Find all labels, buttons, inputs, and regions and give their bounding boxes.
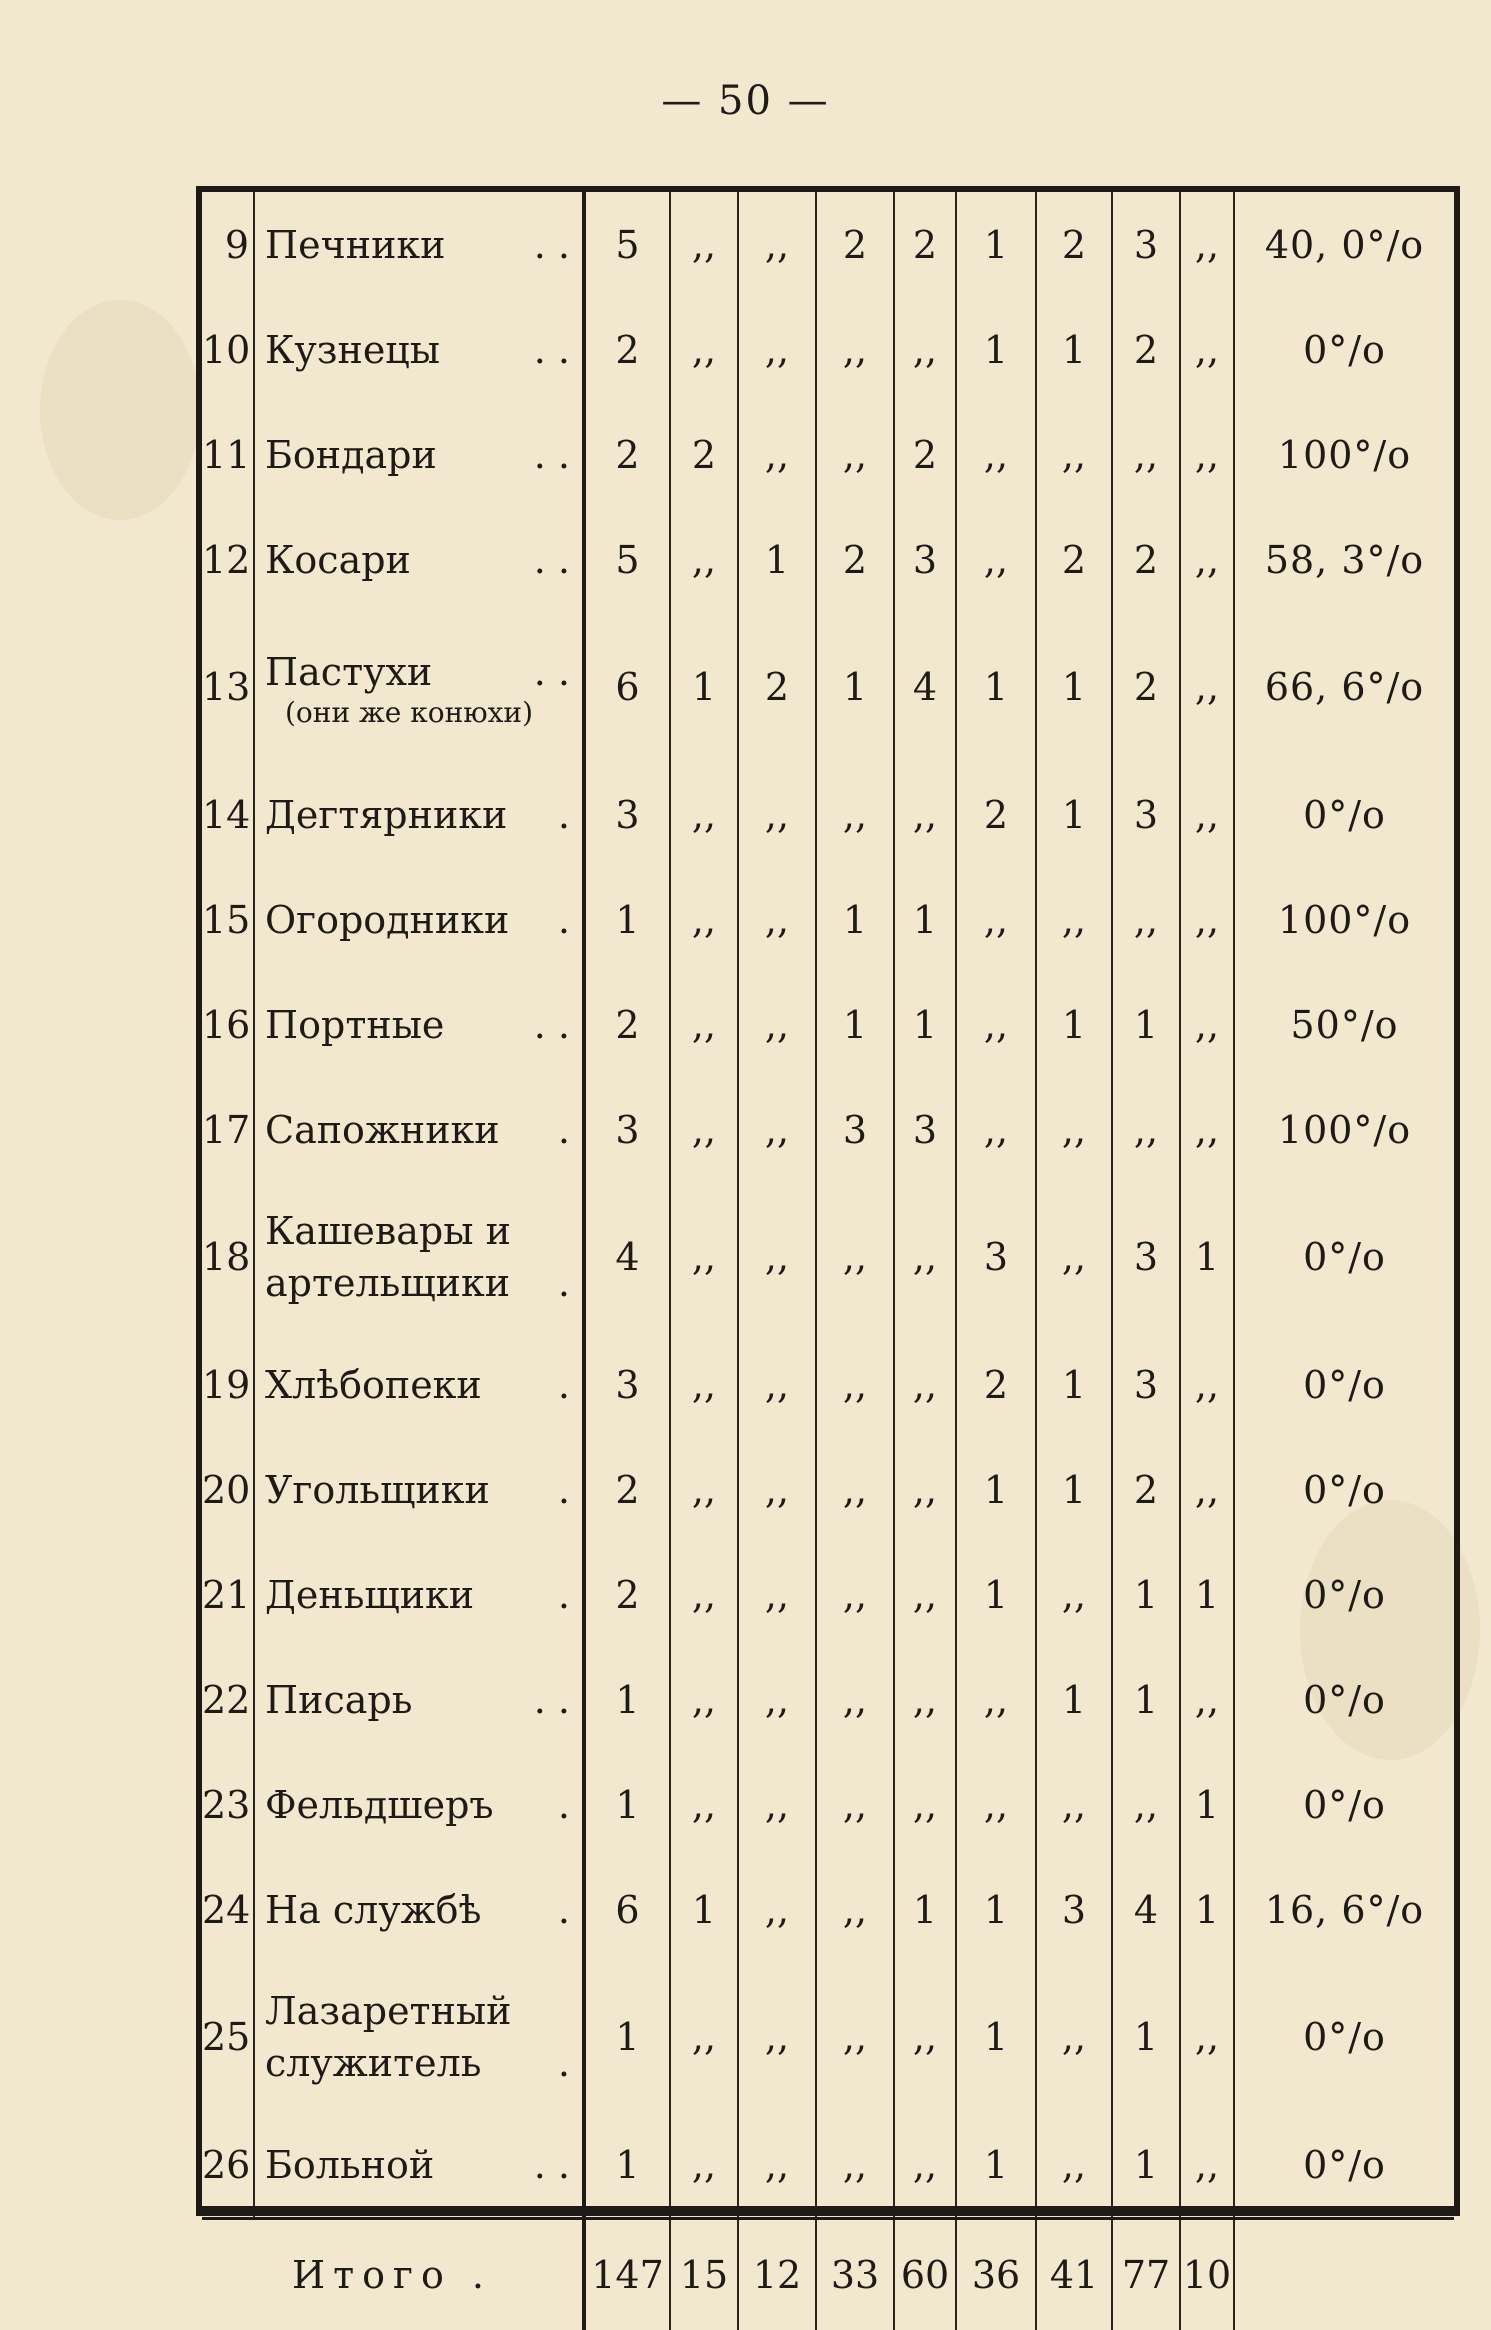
- table-row: [202, 867, 1454, 972]
- value-cell: ,,: [1180, 1437, 1234, 1542]
- value-cell: 1: [1112, 2112, 1180, 2219]
- value-cell: ,,: [816, 1962, 894, 2112]
- percent-cell: 0°/o: [1234, 297, 1454, 402]
- value-cell: 4: [894, 612, 956, 762]
- leader-dots: . .: [534, 324, 582, 376]
- occupation-cell: [254, 1542, 584, 1647]
- value-cell: ,,: [670, 1542, 738, 1647]
- row-number: 15: [202, 867, 254, 972]
- value-cell: ,,: [670, 192, 738, 297]
- page-number: — 50 —: [0, 78, 1491, 124]
- value-cell: 2: [816, 507, 894, 612]
- value-cell: 1: [584, 1647, 670, 1752]
- leader-dots: . .: [534, 534, 582, 586]
- value-cell: ,,: [670, 1182, 738, 1332]
- value-cell: 6: [584, 612, 670, 762]
- value-cell: 1: [956, 1542, 1036, 1647]
- occupation-cell: [254, 402, 584, 507]
- value-cell: ,,: [670, 867, 738, 972]
- leader-dots: . .: [534, 219, 582, 271]
- value-cell: 1: [956, 297, 1036, 402]
- value-cell: ,,: [670, 1077, 738, 1182]
- value-cell: 1: [1180, 1857, 1234, 1962]
- value-cell: ,,: [956, 402, 1036, 507]
- total-value-cell: 33: [816, 2219, 894, 2330]
- value-cell: ,,: [738, 2112, 816, 2219]
- value-cell: ,,: [738, 1437, 816, 1542]
- row-number: 22: [202, 1647, 254, 1752]
- value-cell: 2: [584, 402, 670, 507]
- percent-cell: 0°/o: [1234, 1542, 1454, 1647]
- value-cell: 1: [1112, 1542, 1180, 1647]
- value-cell: 2: [584, 1542, 670, 1647]
- table-row: [202, 1077, 1454, 1182]
- value-cell: ,,: [894, 1437, 956, 1542]
- value-cell: ,,: [738, 192, 816, 297]
- value-cell: ,,: [894, 1962, 956, 2112]
- value-cell: 1: [816, 612, 894, 762]
- value-cell: ,,: [738, 1647, 816, 1752]
- occupation-name: Фельдшеръ: [265, 1783, 494, 1827]
- occupation-name-continued: артельщики: [265, 1261, 510, 1305]
- value-cell: ,,: [894, 297, 956, 402]
- value-cell: 4: [584, 1182, 670, 1332]
- value-cell: 1: [894, 867, 956, 972]
- value-cell: 1: [956, 1857, 1036, 1962]
- table-bottom-rule: [196, 2206, 1460, 2216]
- occupation-name: Больной: [265, 2143, 434, 2187]
- occupation-name: Деньщики: [265, 1573, 474, 1617]
- value-cell: 1: [894, 972, 956, 1077]
- occupation-cell: [254, 1752, 584, 1857]
- value-cell: 1: [1180, 1752, 1234, 1857]
- row-number: 25: [202, 1962, 254, 2112]
- occupation-cell: [254, 1962, 584, 2112]
- value-cell: ,,: [738, 402, 816, 507]
- value-cell: ,,: [1180, 1962, 1234, 2112]
- value-cell: ,,: [1180, 867, 1234, 972]
- total-percent-empty: [1234, 2219, 1454, 2330]
- value-cell: ,,: [816, 1542, 894, 1647]
- value-cell: 1: [1036, 1332, 1112, 1437]
- table-row: [202, 1857, 1454, 1962]
- row-number: 9: [202, 192, 254, 297]
- table-row: [202, 1332, 1454, 1437]
- occupation-cell: [254, 1857, 584, 1962]
- value-cell: 3: [584, 1332, 670, 1437]
- value-cell: 2: [1036, 507, 1112, 612]
- value-cell: 2: [584, 297, 670, 402]
- value-cell: 2: [738, 612, 816, 762]
- value-cell: ,,: [670, 762, 738, 867]
- percent-cell: 40, 0°/o: [1234, 192, 1454, 297]
- value-cell: ,,: [1112, 402, 1180, 507]
- occupation-cell: [254, 1647, 584, 1752]
- percent-cell: 0°/o: [1234, 1182, 1454, 1332]
- occupation-name: Косари: [265, 538, 411, 582]
- value-cell: 3: [584, 762, 670, 867]
- value-cell: ,,: [738, 1962, 816, 2112]
- value-cell: ,,: [816, 1182, 894, 1332]
- value-cell: ,,: [816, 1752, 894, 1857]
- value-cell: 3: [956, 1182, 1036, 1332]
- value-cell: ,,: [670, 507, 738, 612]
- value-cell: ,,: [738, 1077, 816, 1182]
- row-number: 16: [202, 972, 254, 1077]
- occupation-cell: [254, 1332, 584, 1437]
- value-cell: ,,: [894, 1647, 956, 1752]
- value-cell: ,,: [1180, 192, 1234, 297]
- occupation-name: Печники: [265, 223, 445, 267]
- data-table: [202, 192, 1454, 2330]
- value-cell: ,,: [894, 1182, 956, 1332]
- occupation-cell: [254, 972, 584, 1077]
- value-cell: ,,: [1180, 507, 1234, 612]
- value-cell: 1: [584, 1752, 670, 1857]
- value-cell: 2: [956, 1332, 1036, 1437]
- value-cell: ,,: [670, 1962, 738, 2112]
- value-cell: ,,: [738, 867, 816, 972]
- value-cell: ,,: [816, 2112, 894, 2219]
- table-row: [202, 1752, 1454, 1857]
- percent-cell: 0°/o: [1234, 1332, 1454, 1437]
- table-row: [202, 1962, 1454, 2112]
- value-cell: 3: [894, 1077, 956, 1182]
- row-number: 23: [202, 1752, 254, 1857]
- leader-dots: .: [558, 1104, 582, 1156]
- value-cell: ,,: [1180, 402, 1234, 507]
- value-cell: 2: [1112, 297, 1180, 402]
- table-row: [202, 192, 1454, 297]
- occupation-name: Огородники: [265, 898, 509, 942]
- value-cell: ,,: [894, 1542, 956, 1647]
- percent-cell: 0°/o: [1234, 762, 1454, 867]
- percent-cell: 100°/o: [1234, 402, 1454, 507]
- value-cell: 1: [670, 1857, 738, 1962]
- row-number: 18: [202, 1182, 254, 1332]
- value-cell: ,,: [1036, 1182, 1112, 1332]
- value-cell: ,,: [894, 1332, 956, 1437]
- value-cell: ,,: [670, 972, 738, 1077]
- table-row: [202, 297, 1454, 402]
- value-cell: 2: [1112, 612, 1180, 762]
- value-cell: ,,: [738, 1752, 816, 1857]
- leader-dots: .: [558, 1464, 582, 1516]
- value-cell: ,,: [956, 1077, 1036, 1182]
- value-cell: 1: [670, 612, 738, 762]
- value-cell: ,,: [956, 972, 1036, 1077]
- leader-dots: .: [558, 1359, 582, 1411]
- value-cell: ,,: [1180, 297, 1234, 402]
- row-number: 26: [202, 2112, 254, 2219]
- value-cell: ,,: [1036, 402, 1112, 507]
- table-right-rule: [1454, 186, 1460, 2208]
- table-row: [202, 612, 1454, 762]
- value-cell: 2: [894, 192, 956, 297]
- value-cell: ,,: [1036, 867, 1112, 972]
- value-cell: 1: [816, 867, 894, 972]
- percent-cell: 100°/o: [1234, 1077, 1454, 1182]
- value-cell: ,,: [816, 1857, 894, 1962]
- value-cell: 1: [584, 1962, 670, 2112]
- table-row: [202, 1647, 1454, 1752]
- occupation-name: Сапожники: [265, 1108, 500, 1152]
- value-cell: ,,: [956, 1752, 1036, 1857]
- value-cell: 1: [1036, 972, 1112, 1077]
- value-cell: 1: [1036, 1437, 1112, 1542]
- value-cell: ,,: [670, 297, 738, 402]
- value-cell: 1: [956, 192, 1036, 297]
- row-number: 13: [202, 612, 254, 762]
- value-cell: ,,: [670, 1437, 738, 1542]
- value-cell: 1: [1112, 1962, 1180, 2112]
- value-cell: ,,: [1180, 972, 1234, 1077]
- table-row: [202, 1542, 1454, 1647]
- value-cell: 6: [584, 1857, 670, 1962]
- value-cell: 3: [894, 507, 956, 612]
- leader-dots: .: [558, 1257, 582, 1309]
- value-cell: ,,: [1036, 1077, 1112, 1182]
- occupation-name: Кашевары и: [265, 1209, 511, 1253]
- value-cell: 1: [956, 612, 1036, 762]
- value-cell: ,,: [1036, 2112, 1112, 2219]
- value-cell: ,,: [894, 1752, 956, 1857]
- value-cell: ,,: [1180, 612, 1234, 762]
- value-cell: ,,: [670, 1752, 738, 1857]
- value-cell: ,,: [816, 1647, 894, 1752]
- occupation-cell: [254, 1437, 584, 1542]
- value-cell: 2: [1036, 192, 1112, 297]
- occupation-name: Писарь: [265, 1678, 412, 1722]
- occupation-cell: [254, 612, 584, 762]
- value-cell: ,,: [956, 1647, 1036, 1752]
- value-cell: 2: [1112, 507, 1180, 612]
- value-cell: 2: [670, 402, 738, 507]
- value-cell: 2: [816, 192, 894, 297]
- value-cell: ,,: [1180, 1077, 1234, 1182]
- total-value-cell: 10: [1180, 2219, 1234, 2330]
- value-cell: ,,: [816, 402, 894, 507]
- value-cell: 1: [584, 867, 670, 972]
- value-cell: 3: [1036, 1857, 1112, 1962]
- value-cell: 4: [1112, 1857, 1180, 1962]
- leader-dots: .: [558, 1779, 582, 1831]
- row-number: 21: [202, 1542, 254, 1647]
- occupation-cell: [254, 1182, 584, 1332]
- value-cell: ,,: [738, 1542, 816, 1647]
- percent-cell: 16, 6°/o: [1234, 1857, 1454, 1962]
- value-cell: 3: [584, 1077, 670, 1182]
- value-cell: ,,: [1112, 1752, 1180, 1857]
- value-cell: ,,: [1036, 1542, 1112, 1647]
- percent-cell: 0°/o: [1234, 1437, 1454, 1542]
- totals-label: Итого .: [202, 2219, 584, 2330]
- occupation-name: Дегтярники: [265, 793, 507, 837]
- value-cell: ,,: [1112, 1077, 1180, 1182]
- table-row: [202, 402, 1454, 507]
- occupation-cell: [254, 1077, 584, 1182]
- value-cell: ,,: [816, 1332, 894, 1437]
- value-cell: ,,: [1112, 867, 1180, 972]
- value-cell: ,,: [738, 1182, 816, 1332]
- leader-dots: .: [558, 894, 582, 946]
- value-cell: ,,: [738, 297, 816, 402]
- total-value-cell: 147: [584, 2219, 670, 2330]
- value-cell: 1: [956, 2112, 1036, 2219]
- value-cell: ,,: [738, 762, 816, 867]
- value-cell: ,,: [1036, 1962, 1112, 2112]
- occupation-cell: [254, 192, 584, 297]
- value-cell: 1: [1036, 297, 1112, 402]
- occupation-name: Пастухи: [265, 650, 432, 694]
- table-row: [202, 1182, 1454, 1332]
- occupation-cell: [254, 507, 584, 612]
- value-cell: ,,: [670, 1647, 738, 1752]
- value-cell: 2: [956, 762, 1036, 867]
- value-cell: 5: [584, 192, 670, 297]
- percent-cell: 100°/o: [1234, 867, 1454, 972]
- table-row: [202, 972, 1454, 1077]
- table-row: [202, 507, 1454, 612]
- value-cell: 1: [1036, 612, 1112, 762]
- occupation-cell: [254, 297, 584, 402]
- value-cell: 3: [1112, 762, 1180, 867]
- occupation-name: Портные: [265, 1003, 444, 1047]
- total-value-cell: 77: [1112, 2219, 1180, 2330]
- table-row: [202, 762, 1454, 867]
- row-number: 24: [202, 1857, 254, 1962]
- value-cell: ,,: [1180, 762, 1234, 867]
- percent-cell: 66, 6°/o: [1234, 612, 1454, 762]
- value-cell: ,,: [1036, 1752, 1112, 1857]
- value-cell: 2: [584, 972, 670, 1077]
- paper-stain: [40, 300, 200, 520]
- leader-dots: .: [558, 2037, 582, 2089]
- percent-cell: 50°/o: [1234, 972, 1454, 1077]
- value-cell: 1: [1036, 1647, 1112, 1752]
- total-value-cell: 15: [670, 2219, 738, 2330]
- occupation-note: (они же конюхи): [265, 698, 582, 728]
- value-cell: ,,: [816, 762, 894, 867]
- occupation-name: Бондари: [265, 433, 437, 477]
- occupation-name-continued: служитель: [265, 2041, 481, 2085]
- occupation-cell: [254, 867, 584, 972]
- occupation-cell: [254, 762, 584, 867]
- total-value-cell: 36: [956, 2219, 1036, 2330]
- leader-dots: .: [558, 1569, 582, 1621]
- occupation-name: Лазаретный: [265, 1989, 511, 2033]
- row-number: 17: [202, 1077, 254, 1182]
- table-row: [202, 2112, 1454, 2219]
- value-cell: 5: [584, 507, 670, 612]
- value-cell: ,,: [1180, 1332, 1234, 1437]
- leader-dots: .: [558, 789, 582, 841]
- value-cell: ,,: [956, 867, 1036, 972]
- leader-dots: . .: [534, 646, 582, 698]
- value-cell: 1: [816, 972, 894, 1077]
- row-number: 14: [202, 762, 254, 867]
- value-cell: 1: [738, 507, 816, 612]
- leader-dots: .: [558, 1884, 582, 1936]
- value-cell: 1: [1112, 972, 1180, 1077]
- value-cell: 3: [816, 1077, 894, 1182]
- value-cell: 2: [1112, 1437, 1180, 1542]
- occupation-name: Угольщики: [265, 1468, 490, 1512]
- value-cell: 3: [1112, 1182, 1180, 1332]
- value-cell: ,,: [816, 297, 894, 402]
- leader-dots: . .: [534, 2139, 582, 2191]
- value-cell: 1: [1180, 1542, 1234, 1647]
- value-cell: ,,: [738, 1857, 816, 1962]
- total-value-cell: 60: [894, 2219, 956, 2330]
- value-cell: 1: [1036, 762, 1112, 867]
- occupation-name: Хлѣбопеки: [265, 1363, 482, 1407]
- leader-dots: . .: [534, 999, 582, 1051]
- table-row: [202, 1437, 1454, 1542]
- value-cell: ,,: [738, 1332, 816, 1437]
- value-cell: ,,: [738, 972, 816, 1077]
- value-cell: ,,: [1180, 1647, 1234, 1752]
- value-cell: 1: [956, 1962, 1036, 2112]
- value-cell: 2: [584, 1437, 670, 1542]
- row-number: 11: [202, 402, 254, 507]
- percent-cell: 0°/o: [1234, 1752, 1454, 1857]
- leader-dots: . .: [534, 429, 582, 481]
- value-cell: 1: [956, 1437, 1036, 1542]
- total-value-cell: 41: [1036, 2219, 1112, 2330]
- value-cell: 3: [1112, 192, 1180, 297]
- value-cell: ,,: [894, 2112, 956, 2219]
- value-cell: ,,: [816, 1437, 894, 1542]
- row-number: 19: [202, 1332, 254, 1437]
- occupation-name: Кузнецы: [265, 328, 440, 372]
- percent-cell: 0°/o: [1234, 1647, 1454, 1752]
- value-cell: ,,: [894, 762, 956, 867]
- percent-cell: 0°/o: [1234, 2112, 1454, 2219]
- percent-cell: 0°/o: [1234, 1962, 1454, 2112]
- row-number: 10: [202, 297, 254, 402]
- row-number: 12: [202, 507, 254, 612]
- leader-dots: . .: [534, 1674, 582, 1726]
- value-cell: ,,: [956, 507, 1036, 612]
- percent-cell: 58, 3°/o: [1234, 507, 1454, 612]
- value-cell: ,,: [670, 2112, 738, 2219]
- total-value-cell: 12: [738, 2219, 816, 2330]
- occupation-name: На службѣ: [265, 1888, 481, 1932]
- totals-row: [202, 2219, 1454, 2330]
- value-cell: 1: [1180, 1182, 1234, 1332]
- value-cell: 1: [1112, 1647, 1180, 1752]
- value-cell: 3: [1112, 1332, 1180, 1437]
- value-cell: 2: [894, 402, 956, 507]
- row-number: 20: [202, 1437, 254, 1542]
- value-cell: ,,: [670, 1332, 738, 1437]
- value-cell: 1: [894, 1857, 956, 1962]
- occupation-cell: [254, 2112, 584, 2219]
- value-cell: ,,: [1180, 2112, 1234, 2219]
- value-cell: 1: [584, 2112, 670, 2219]
